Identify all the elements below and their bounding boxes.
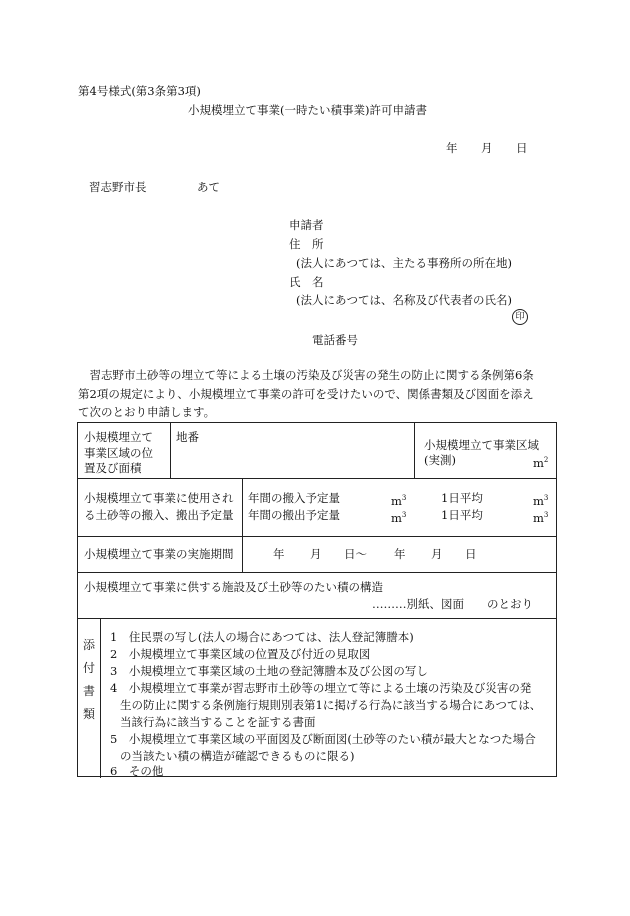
annual-out-label: 年間の搬出予定量 xyxy=(248,508,340,522)
period-day-from: 日～ xyxy=(344,547,367,561)
volume-label-2: る土砂等の搬入、搬出予定量 xyxy=(84,508,234,522)
attachment-item: 4 小規模埋立て事業が習志野市土砂等の埋立て等による土壌の汚染及び災害の発 xyxy=(110,681,532,695)
attachment-item: 6 その他 xyxy=(110,764,164,778)
period-month-to: 月 xyxy=(431,547,443,561)
period-month-from: 月 xyxy=(310,547,322,561)
daily-out-unit: $m^3$ xyxy=(533,510,549,525)
seal-mark: 印 xyxy=(512,309,528,325)
site-row xyxy=(78,423,556,479)
attachments-label-4: 類 xyxy=(82,707,95,721)
date-year: 年 xyxy=(446,141,458,155)
area-label-2: (実測) xyxy=(424,453,456,467)
site-label-3: 置及び面積 xyxy=(84,461,142,475)
addressee-name: 習志野市長 xyxy=(89,180,147,194)
period-row xyxy=(78,537,556,573)
volume-row xyxy=(78,479,556,537)
period-label: 小規模埋立て事業の実施期間 xyxy=(84,547,234,561)
daily-out-label: 1日平均 xyxy=(441,508,483,522)
attachment-item: 2 小規模埋立て事業区域の位置及び付近の見取図 xyxy=(110,647,371,661)
attachments-row xyxy=(78,619,556,778)
address-note: (法人にあつては、主たる事務所の所在地) xyxy=(296,256,512,270)
structure-row xyxy=(78,573,556,619)
daily-in-label: 1日平均 xyxy=(441,491,483,505)
date-day: 日 xyxy=(516,141,528,155)
attachment-item: 3 小規模埋立て事業区域の土地の登記簿謄本及び公図の写し xyxy=(110,664,428,678)
form-title: 小規模埋立て事業(一時たい積事業)許可申請書 xyxy=(188,103,427,117)
area-label-1: 小規模埋立て事業区域 xyxy=(424,438,539,452)
attachments-label-3: 書 xyxy=(82,684,95,698)
structure-label: 小規模埋立て事業に供する施設及び土砂等のたい積の構造 xyxy=(84,580,383,594)
address-label: 住 所 xyxy=(289,237,324,251)
form-number: 第4号様式(第3条第3項) xyxy=(78,84,201,98)
name-note: (法人にあつては、名称及び代表者の氏名) xyxy=(296,293,512,307)
date-month: 月 xyxy=(481,141,493,155)
body-line-2: 第2項の規定により、小規模埋立て事業の許可を受けたいので、関係書類及び図面を添え xyxy=(78,387,534,401)
body-line-1: 習志野市土砂等の埋立て等による土壌の汚染及び災害の発生の防止に関する条例第6条 xyxy=(78,368,534,382)
addressee-suffix: あて xyxy=(197,180,220,194)
attachment-item: 生の防止に関する条例施行規則別表第1に掲げる行為に該当する場合にあつては、 xyxy=(120,698,542,712)
application-table xyxy=(77,422,557,777)
structure-note: ………別紙、図面 のとおり xyxy=(372,597,533,611)
volume-label-1: 小規模埋立て事業に使用され xyxy=(84,491,234,505)
attachments-label-2: 付 xyxy=(82,661,95,675)
period-year-from: 年 xyxy=(273,547,285,561)
annual-in-unit: $m^3$ xyxy=(391,493,407,508)
site-label-2: 事業区域の位 xyxy=(84,446,153,460)
lot-label: 地番 xyxy=(176,430,199,444)
applicant-label: 申請者 xyxy=(289,218,324,232)
attachment-item: 5 小規模埋立て事業区域の平面図及び断面図(土砂等のたい積が最大となつた場合 xyxy=(110,732,536,746)
attachment-item: 1 住民票の写し(法人の場合にあつては、法人登記簿謄本) xyxy=(110,630,414,644)
body-line-3: て次のとおり申請します。 xyxy=(78,405,216,419)
area-unit: $m^2$ xyxy=(533,455,549,470)
period-year-to: 年 xyxy=(394,547,406,561)
name-label: 氏 名 xyxy=(289,275,324,289)
attachment-item: の当該たい積の構造が確認できるものに限る) xyxy=(120,749,355,763)
attachment-item: 当該行為に該当することを証する書面 xyxy=(120,715,316,729)
site-label-1: 小規模埋立て xyxy=(84,430,153,444)
phone-label: 電話番号 xyxy=(312,333,358,347)
annual-in-label: 年間の搬入予定量 xyxy=(248,491,340,505)
annual-out-unit: $m^3$ xyxy=(391,510,407,525)
attachments-label-1: 添 xyxy=(82,638,95,652)
period-day-to: 日 xyxy=(465,547,477,561)
daily-in-unit: $m^3$ xyxy=(533,493,549,508)
